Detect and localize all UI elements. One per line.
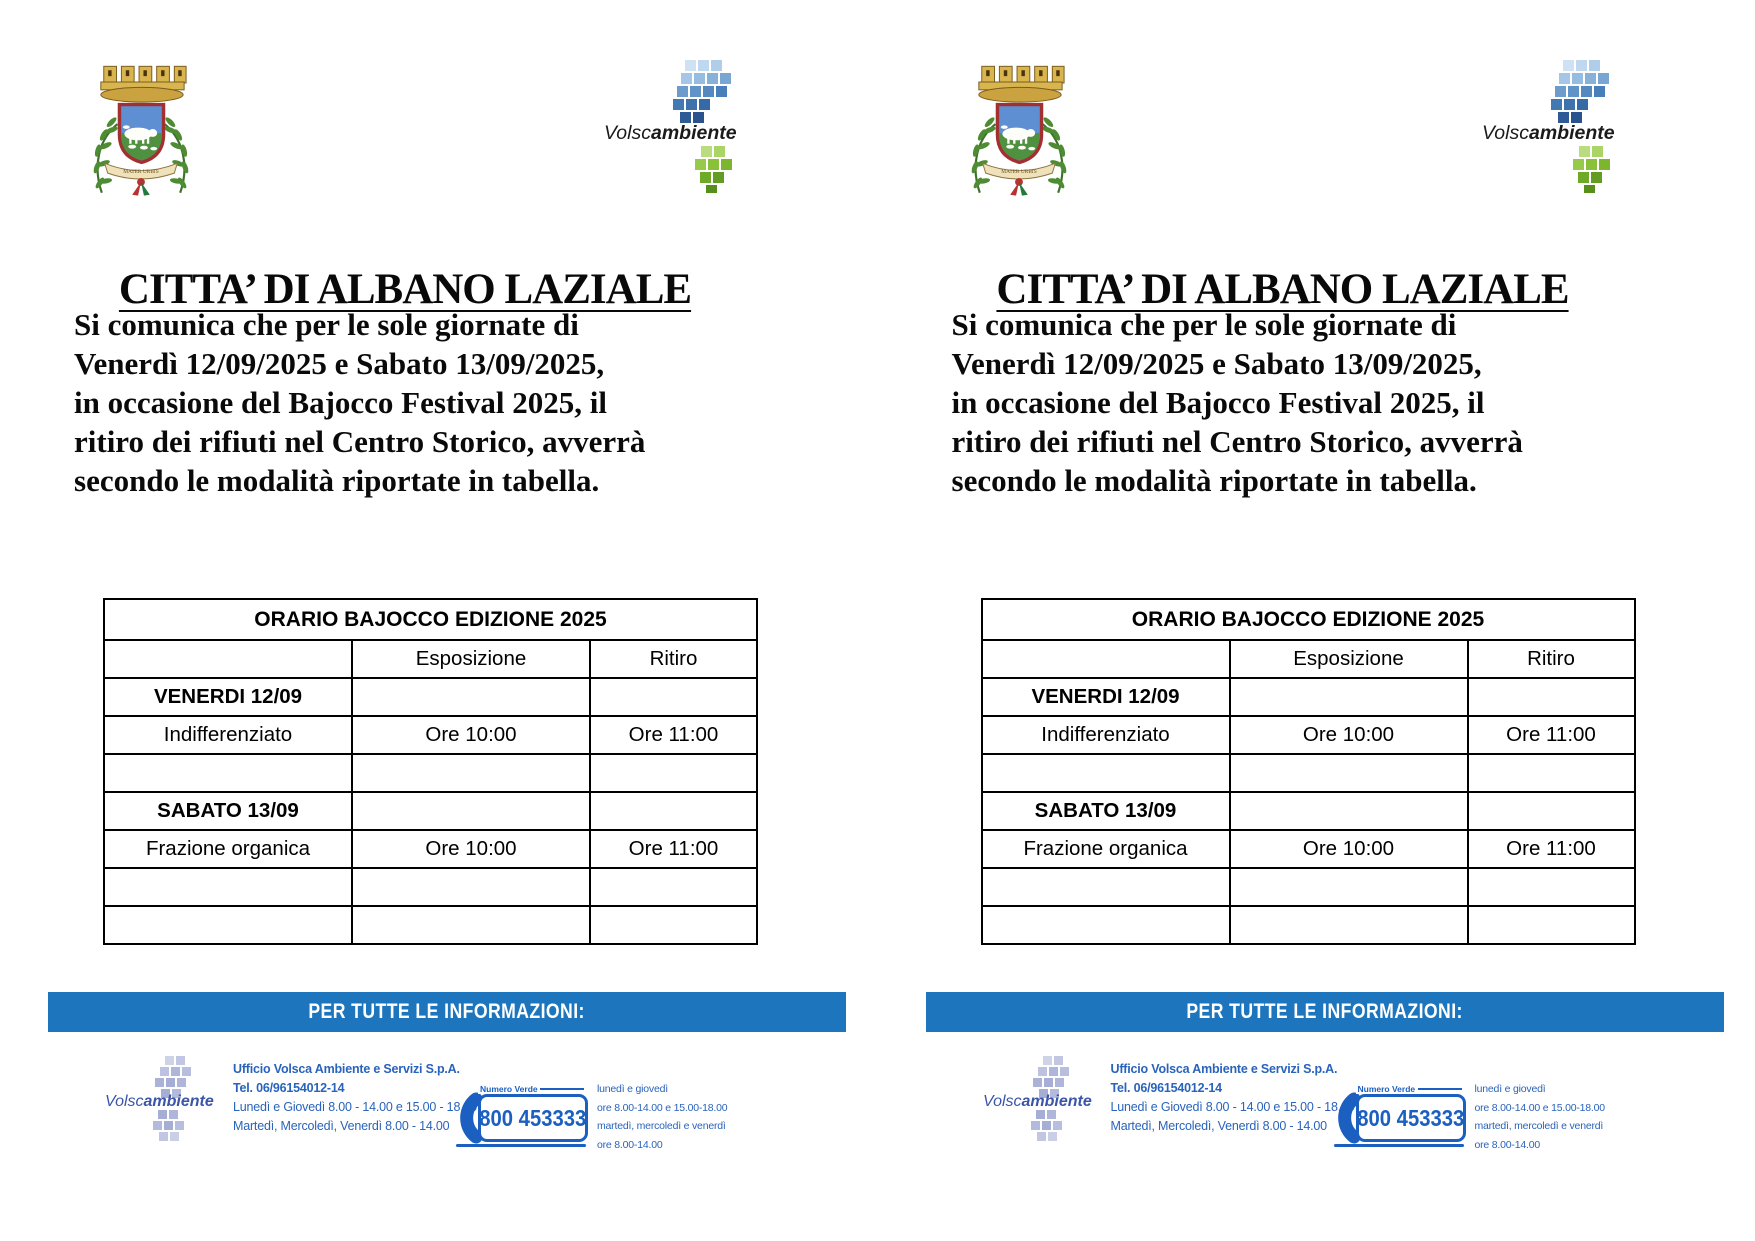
mosaic-blue-icon — [1551, 60, 1609, 123]
announcement-line: ritiro dei rifiuti nel Centro Storico, avverrà — [74, 424, 646, 459]
table-cell — [1230, 754, 1468, 792]
table-cell — [590, 906, 757, 944]
table-cell — [352, 906, 590, 944]
column-header-esposizione: Esposizione — [1230, 640, 1468, 678]
toll-free-label: Numero Verde — [1357, 1084, 1416, 1094]
table-row — [982, 868, 1635, 906]
table-row — [104, 830, 757, 868]
brand-wordmark: Volscambiente — [604, 122, 737, 144]
table-row — [982, 906, 1635, 944]
announcement-line: Si comunica che per le sole giornate di — [74, 307, 579, 342]
announcement-line: Venerdì 12/09/2025 e Sabato 13/09/2025, — [951, 346, 1482, 381]
table-cell — [104, 640, 352, 678]
table-header-row — [982, 640, 1635, 678]
table-cell: Ore 11:00 — [1468, 830, 1635, 868]
flyer-panel-right — [878, 0, 1755, 1241]
table-cell: Frazione organica — [104, 830, 352, 868]
table-cell — [1230, 678, 1468, 716]
announcement-line: Venerdì 12/09/2025 e Sabato 13/09/2025, — [74, 346, 605, 381]
table-row — [982, 792, 1635, 830]
table-cell — [982, 906, 1230, 944]
toll-free-block — [1356, 1084, 1464, 1138]
table-cell — [590, 678, 757, 716]
announcement-line: secondo le modalità riportate in tabella. — [951, 463, 1477, 498]
table-cell — [1230, 792, 1468, 830]
office-line: Ufficio Volsca Ambiente e Servizi S.p.A. — [233, 1062, 460, 1076]
table-row — [104, 716, 757, 754]
table-cell — [104, 868, 352, 906]
table-cell: Indifferenziato — [104, 716, 352, 754]
hours-line: ore 8.00-14.00 — [597, 1138, 663, 1151]
volscambiente-footer-logo — [981, 1054, 1109, 1150]
underline-rule — [456, 1144, 586, 1148]
table-header-row — [104, 640, 757, 678]
table-cell — [982, 754, 1230, 792]
table-cell — [1468, 906, 1635, 944]
table-title-row — [104, 599, 757, 640]
office-line: Ufficio Volsca Ambiente e Servizi S.p.A. — [1110, 1062, 1338, 1076]
label-rule — [540, 1088, 584, 1090]
hours-line: ore 8.00-14.00 e 15.00-18.00 — [1474, 1101, 1605, 1114]
hours-line: ore 8.00-14.00 e 15.00-18.00 — [597, 1101, 728, 1114]
table-cell — [982, 640, 1230, 678]
toll-free-label: Numero Verde — [480, 1084, 538, 1094]
column-header-ritiro: Ritiro — [1468, 640, 1635, 678]
table-cell — [104, 906, 352, 944]
announcement-text — [952, 305, 1652, 500]
table-cell — [352, 792, 590, 830]
table-cell — [352, 868, 590, 906]
coat-of-arms-icon — [92, 57, 190, 205]
table-row — [104, 792, 757, 830]
table-title-row — [982, 599, 1635, 640]
volscambiente-footer-logo — [103, 1054, 231, 1150]
office-info — [233, 1060, 477, 1136]
office-info — [1110, 1060, 1355, 1136]
hours-line: ore 8.00-14.00 — [1474, 1138, 1541, 1151]
coat-of-arms-motto: MATER URBIS — [1000, 169, 1037, 176]
table-cell: Ore 10:00 — [1230, 830, 1468, 868]
info-banner — [926, 992, 1724, 1032]
table-cell — [352, 678, 590, 716]
table-row — [104, 754, 757, 792]
announcement-line: in occasione del Bajocco Festival 2025, il — [951, 385, 1485, 420]
page-title: CITTA’ DI ALBANO LAZIALE — [996, 265, 1569, 313]
table-cell — [590, 754, 757, 792]
info-banner-text: PER TUTTE LE INFORMAZIONI: — [1186, 1000, 1463, 1023]
mosaic-green-icon — [695, 146, 732, 193]
column-header-esposizione: Esposizione — [352, 640, 590, 678]
table-cell: Ore 11:00 — [1468, 716, 1635, 754]
office-hours-line: Lunedì e Giovedì 8.00 - 14.00 e 15.00 - 18.00 — [233, 1100, 477, 1114]
volscambiente-logo — [598, 58, 768, 193]
announcement-line: in occasione del Bajocco Festival 2025, il — [74, 385, 607, 420]
office-hours-line: Martedì, Mercoledì, Venerdì 8.00 - 14.00 — [1110, 1119, 1327, 1133]
office-hours-line: Martedì, Mercoledì, Venerdì 8.00 - 14.00 — [233, 1119, 450, 1133]
table-row — [104, 678, 757, 716]
coat-of-arms-motto: MATER URBIS — [123, 169, 159, 176]
callcenter-hours — [597, 1080, 757, 1154]
schedule-table — [981, 598, 1634, 945]
brand-wordmark: Volscambiente — [1481, 122, 1615, 144]
label-rule — [1418, 1088, 1462, 1090]
table-cell: Frazione organica — [982, 830, 1230, 868]
table-row — [104, 868, 757, 906]
table-cell: VENERDI 12/09 — [104, 678, 352, 716]
toll-free-number: 800 453333 — [479, 1104, 587, 1131]
office-phone: Tel. 06/96154012-14 — [233, 1081, 345, 1095]
table-cell: VENERDI 12/09 — [982, 678, 1230, 716]
table-cell — [1468, 792, 1635, 830]
brand-wordmark: Volscambiente — [982, 1093, 1092, 1110]
table-title: ORARIO BAJOCCO EDIZIONE 2025 — [982, 599, 1635, 640]
mosaic-green-icon — [1573, 146, 1610, 193]
announcement-text — [74, 305, 774, 500]
table-row — [982, 678, 1635, 716]
callcenter-hours — [1475, 1080, 1635, 1154]
table-cell: Ore 11:00 — [590, 716, 757, 754]
table-cell — [590, 792, 757, 830]
table-cell — [1230, 868, 1468, 906]
table-cell: Ore 10:00 — [1230, 716, 1468, 754]
announcement-line: Si comunica che per le sole giornate di — [951, 307, 1457, 342]
office-phone: Tel. 06/96154012-14 — [1110, 1081, 1222, 1095]
table-cell: SABATO 13/09 — [982, 792, 1230, 830]
office-hours-line: Lunedì e Giovedì 8.00 - 14.00 e 15.00 - 18.00 — [1110, 1100, 1355, 1114]
table-title: ORARIO BAJOCCO EDIZIONE 2025 — [104, 599, 757, 640]
table-cell — [1468, 678, 1635, 716]
mosaic-blue-icon — [673, 60, 731, 123]
toll-free-number-box — [1356, 1094, 1466, 1142]
table-cell — [104, 754, 352, 792]
hours-line: martedì, mercoledì e venerdì — [1474, 1120, 1604, 1132]
toll-free-block — [478, 1084, 587, 1138]
hours-line: martedì, mercoledì e venerdì — [597, 1120, 726, 1132]
volscambiente-logo — [1476, 58, 1646, 193]
table-cell: SABATO 13/09 — [104, 792, 352, 830]
table-cell — [352, 754, 590, 792]
table-cell: Indifferenziato — [982, 716, 1230, 754]
info-banner-text: PER TUTTE LE INFORMAZIONI: — [308, 1000, 586, 1023]
table-row — [982, 716, 1635, 754]
announcement-line: secondo le modalità riportate in tabella. — [74, 463, 600, 498]
table-cell — [1230, 906, 1468, 944]
table-cell: Ore 10:00 — [352, 716, 590, 754]
table-cell: Ore 10:00 — [352, 830, 590, 868]
hours-line: lunedì e giovedì — [1474, 1083, 1546, 1095]
table-cell — [1468, 754, 1635, 792]
table-row — [982, 754, 1635, 792]
table-row — [982, 830, 1635, 868]
hours-line: lunedì e giovedì — [597, 1083, 668, 1095]
column-header-ritiro: Ritiro — [590, 640, 757, 678]
page-title: CITTA’ DI ALBANO LAZIALE — [118, 265, 692, 313]
table-cell — [590, 868, 757, 906]
table-cell: Ore 11:00 — [590, 830, 757, 868]
table-row — [104, 906, 757, 944]
toll-free-number: 800 453333 — [1357, 1104, 1464, 1131]
toll-free-number-box — [478, 1094, 588, 1142]
schedule-table — [103, 598, 756, 945]
underline-rule — [1334, 1144, 1464, 1148]
brand-wordmark: Volscambiente — [105, 1093, 214, 1110]
info-banner — [48, 992, 846, 1032]
announcement-line: ritiro dei rifiuti nel Centro Storico, avverrà — [951, 424, 1523, 459]
coat-of-arms-icon — [970, 57, 1068, 205]
table-cell — [982, 868, 1230, 906]
table-cell — [1468, 868, 1635, 906]
